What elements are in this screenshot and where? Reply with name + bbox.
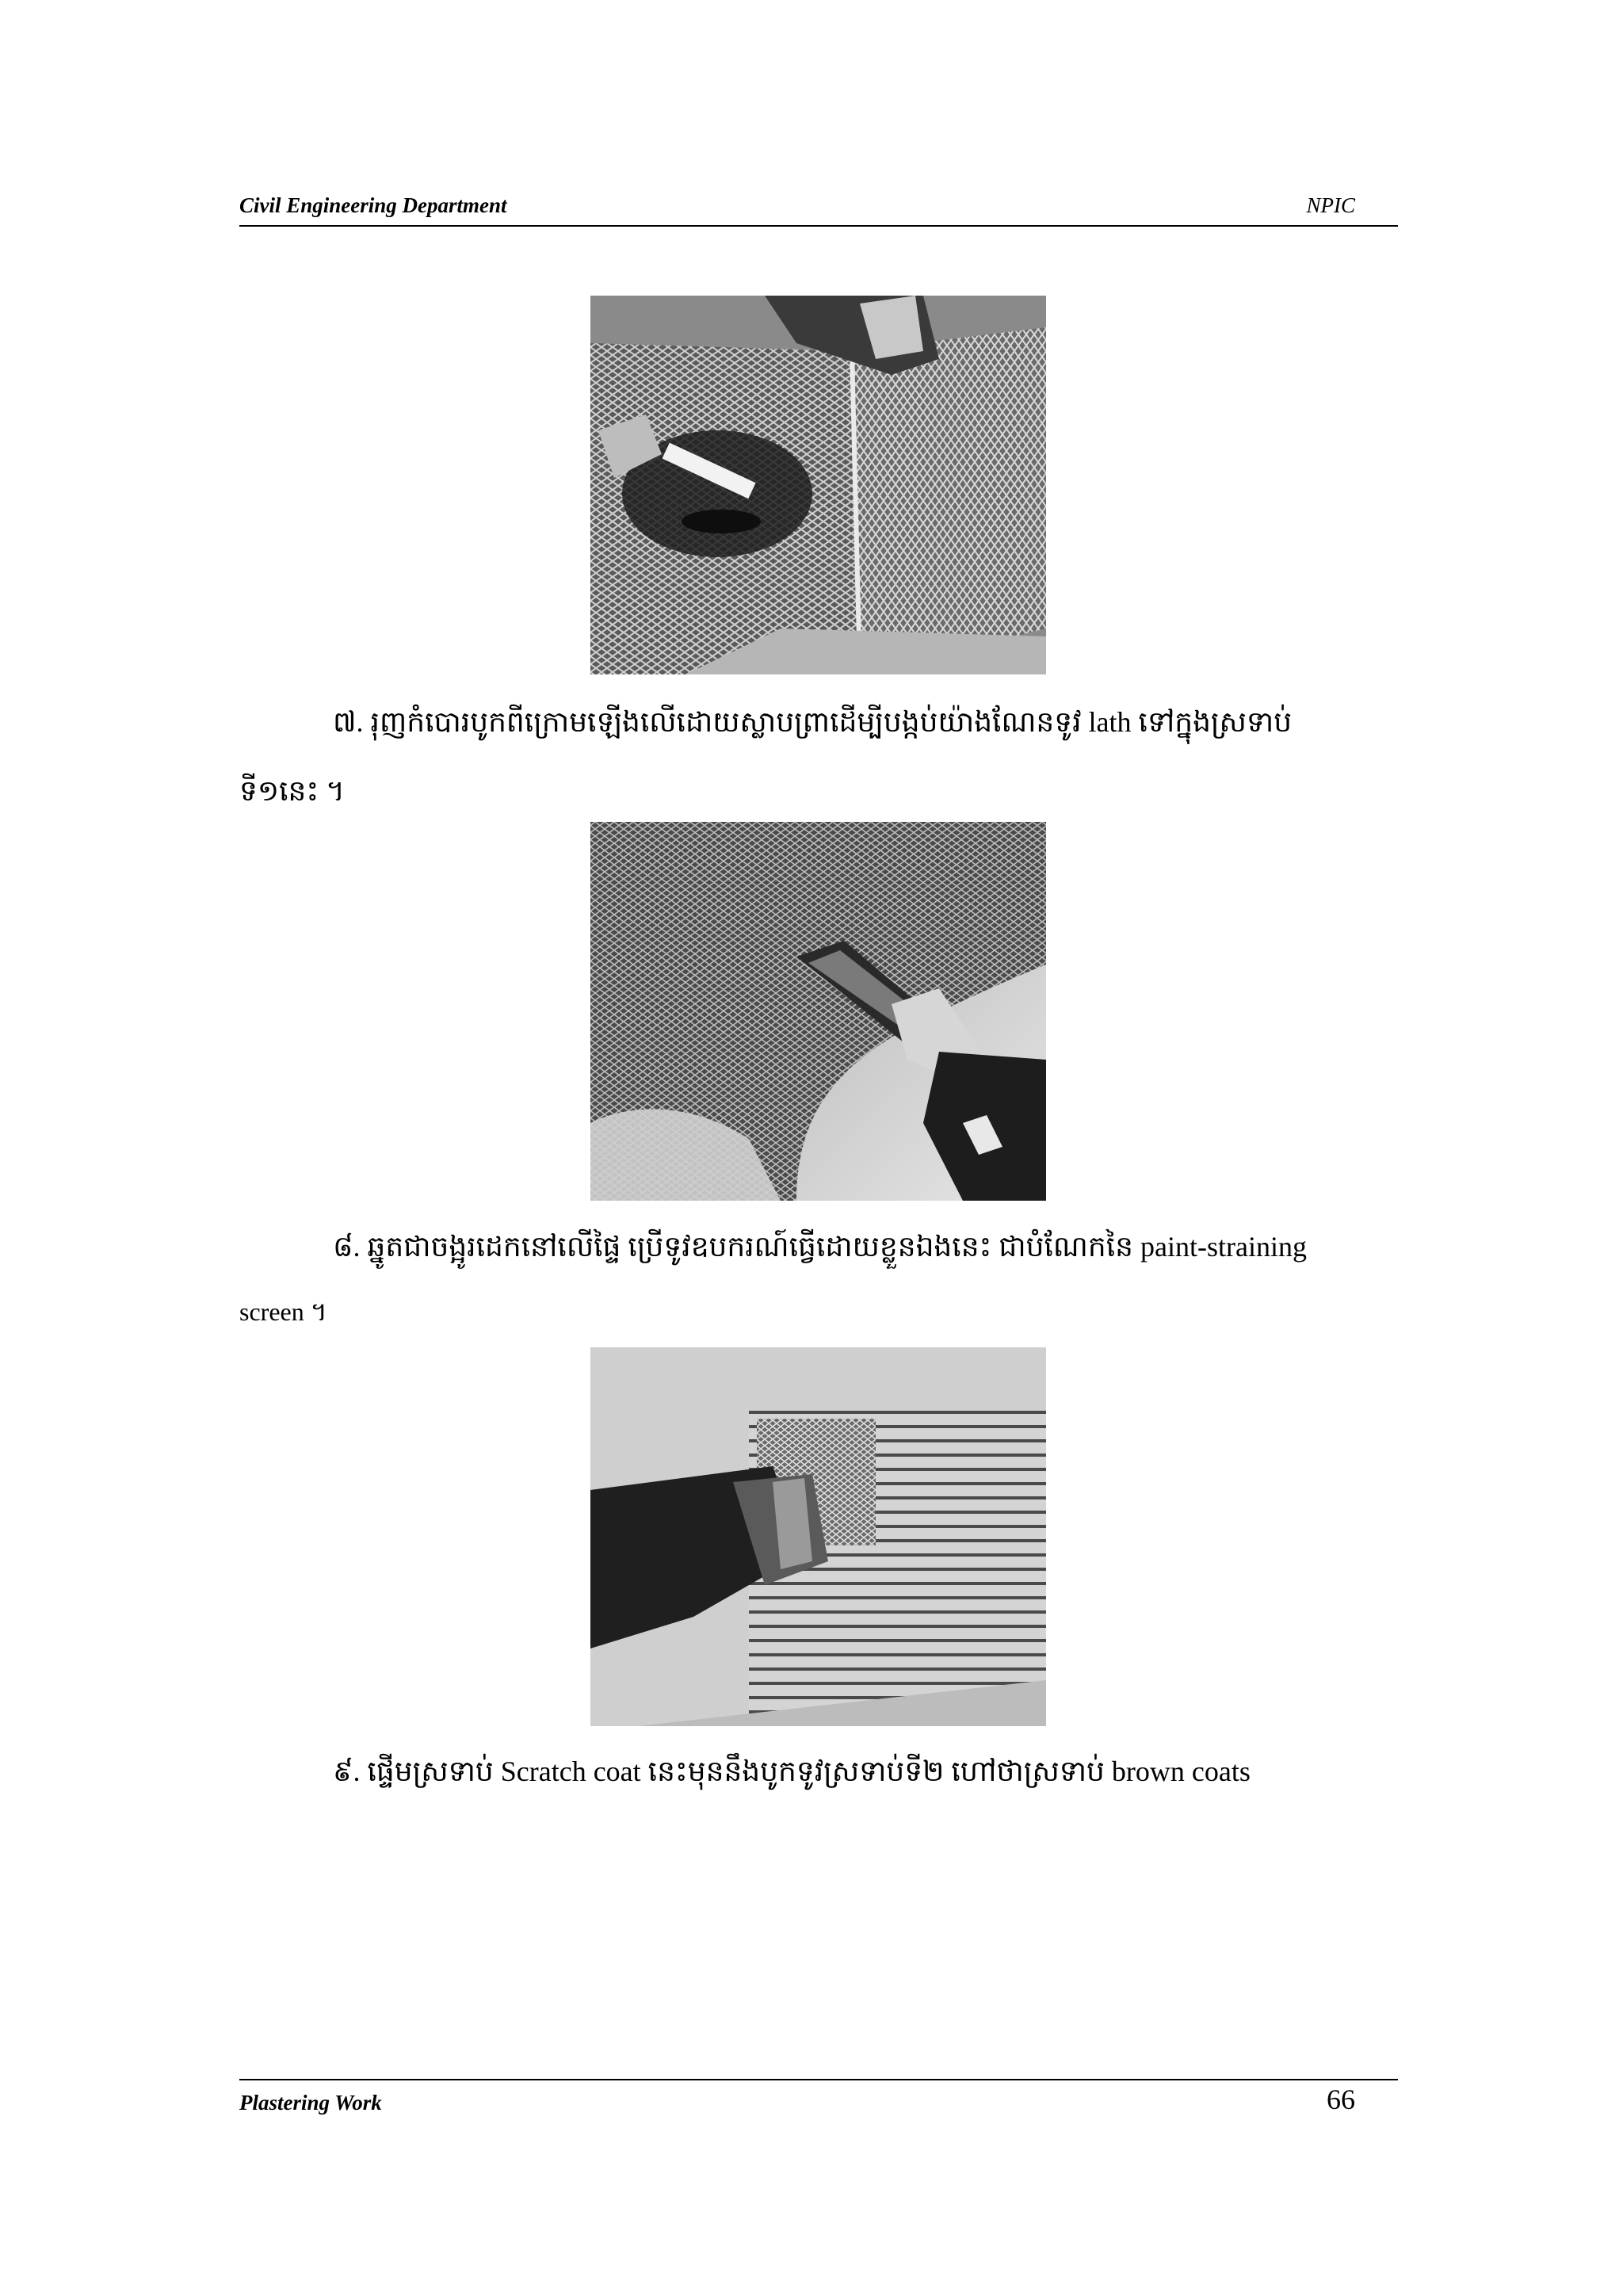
page-number: 66 — [1327, 2084, 1355, 2115]
figure-photo-2 — [590, 822, 1046, 1201]
header-institution: NPIC — [1306, 193, 1355, 217]
caption-step-8-line-2: screen ។ — [239, 1297, 327, 1326]
header-department: Civil Engineering Department — [239, 193, 507, 217]
header-rule — [239, 225, 1398, 227]
photo-metal-lath-box-icon — [590, 296, 1046, 674]
caption-step-9: ៩. ផ្ទើមស្រទាប់ Scratch coat នេះមុននឹងបូកទូវស្រទាប់ទី២ ហៅថាស្រទាប់ brown coats — [333, 1755, 1251, 1787]
photo-scratch-comb-icon — [590, 1347, 1046, 1726]
photo-trowel-plaster-icon — [590, 822, 1046, 1201]
caption-step-8-line-1: ៨. ឆ្នូតជាចង្អូរដេកនៅលើផ្ទៃ ប្រើទូវឧបករណ៍ធ្វើដោយខ្លួនឯងនេះ ជាបំណែកនៃ paint-straining — [333, 1231, 1307, 1263]
figure-photo-1 — [590, 296, 1046, 674]
footer-chapter-title: Plastering Work — [239, 2091, 382, 2115]
footer-rule — [239, 2079, 1398, 2080]
figure-photo-3 — [590, 1347, 1046, 1726]
caption-step-7-line-1: ៧. រុញកំបោរបូកពីក្រោមឡើងលើដោយស្លាបព្រាដើម្បីបង្កប់យ៉ាងណែនទូវ lath ទៅក្នុងស្រទាប់ — [333, 706, 1293, 738]
caption-step-7-line-2: ទី១នេះ ។ — [239, 775, 345, 807]
